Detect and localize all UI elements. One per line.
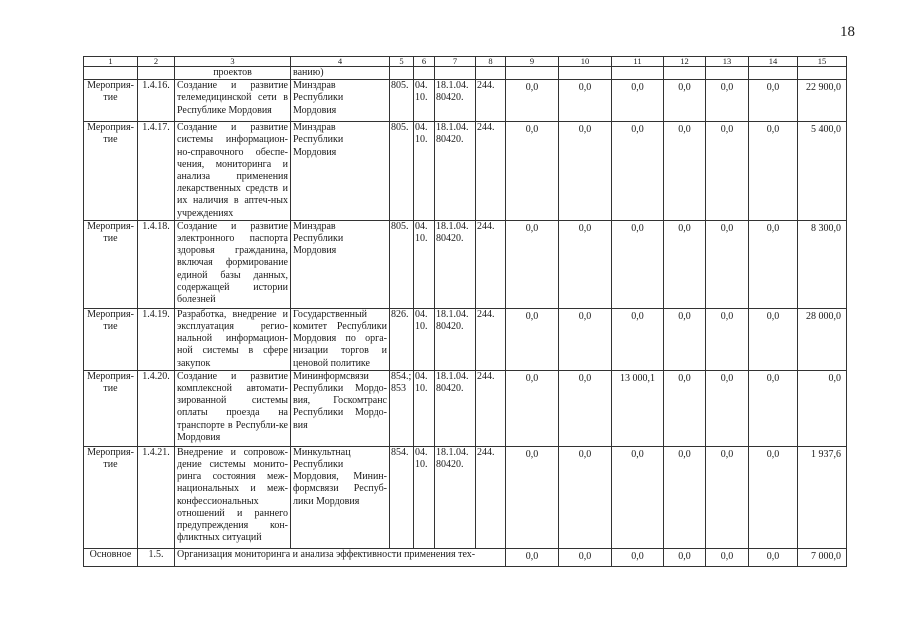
row-value: 0,0 [559,370,612,446]
row-csr: 18.1.04. 80420. [435,220,476,308]
table-row [84,80,847,122]
column-header: 13 [706,57,749,67]
row-value: 0,0 [706,308,749,370]
row-type: Мероприя-тие [84,220,138,308]
column-header: 14 [749,57,798,67]
table-row [84,122,847,221]
row-grbs: 805. [390,80,414,122]
row-value: 0,0 [664,548,706,566]
row-value: 0,0 [612,308,664,370]
row-value: 0,0 [506,220,559,308]
row-value: 0,0 [506,308,559,370]
column-header: 6 [414,57,435,67]
row-value: 0,0 [559,220,612,308]
row-name: Организация мониторинга и анализа эффективности применения тех- [175,548,506,566]
column-header: 4 [291,57,390,67]
row-rzpr: 04. 10. [414,220,435,308]
row-rzpr: 04. 10. [414,122,435,221]
row-value: 0,0 [559,446,612,548]
row-rzpr: 04. 10. [414,80,435,122]
row-vr: 244. [476,80,506,122]
row-value: 0,0 [506,370,559,446]
row-name: Создание и развитие системы информацион-но-справочного обеспе-чения, мониторинга и анализа применения лекарственных средств и их наличия в аптеч-ных учреждениях [175,122,291,221]
table-row [84,220,847,308]
column-header: 9 [506,57,559,67]
row-rzpr: 04. 10. [414,308,435,370]
row-executor: Мининформсвязи Республики Мордо-вия, Госкомтранс Республики Мордо-вия [291,370,390,446]
row-value: 0,0 [749,308,798,370]
row-name: Создание и развитие электронного паспорта здоровья гражданина, включая формирование единой базы данных, содержащей истории болезней [175,220,291,308]
row-value: 0,0 [706,370,749,446]
column-header: 12 [664,57,706,67]
row-vr: 244. [476,370,506,446]
row-name: Создание и развитие телемедицинской сети в Республике Мордовия [175,80,291,122]
row-value: 0,0 [612,80,664,122]
row-value: 0,0 [706,80,749,122]
row-executor: Минкультнац Республики Мордовия, Минин-формсвязи Респуб-лики Мордовия [291,446,390,548]
row-total: 28 000,0 [798,308,847,370]
row-value: 0,0 [664,80,706,122]
row-vr: 244. [476,220,506,308]
row-rzpr: 04. 10. [414,446,435,548]
row-csr: 18.1.04. 80420. [435,308,476,370]
row-value: 0,0 [559,80,612,122]
column-header: 7 [435,57,476,67]
row-number: 1.4.18. [138,220,175,308]
row-value: 0,0 [612,220,664,308]
table-row [84,446,847,548]
row-value: 0,0 [506,446,559,548]
row-value: 0,0 [664,308,706,370]
row-total: 0,0 [798,370,847,446]
row-total: 22 900,0 [798,80,847,122]
row-value: 0,0 [706,548,749,566]
column-header: 2 [138,57,175,67]
continuation-executor: ванию) [291,67,390,80]
row-value: 0,0 [612,446,664,548]
row-grbs: 826. [390,308,414,370]
column-header: 3 [175,57,291,67]
row-type: Мероприя-тие [84,446,138,548]
row-value: 0,0 [506,122,559,221]
row-name: Создание и развитие комплексной автомати-зированной системы оплаты проезда на транспорте в Республи-ке Мордовия [175,370,291,446]
row-number: 1.4.20. [138,370,175,446]
row-value: 0,0 [664,122,706,221]
row-value: 0,0 [749,446,798,548]
row-name: Внедрение и сопровож-дение системы монито-ринга состояния меж-национальных и меж-конфессиональных отношений и раннего предупреждения кон-фликтных ситуаций [175,446,291,548]
row-value: 0,0 [506,548,559,566]
table-row [84,370,847,446]
row-value: 0,0 [749,80,798,122]
continuation-name: проектов [175,67,291,80]
row-value: 0,0 [559,122,612,221]
row-value: 0,0 [706,220,749,308]
row-value: 0,0 [506,80,559,122]
row-value: 0,0 [706,446,749,548]
row-total: 7 000,0 [798,548,847,566]
row-grbs: 805. [390,220,414,308]
row-total: 8 300,0 [798,220,847,308]
column-number-row [84,57,847,67]
row-number: 1.4.21. [138,446,175,548]
continuation-row [84,67,847,80]
row-vr: 244. [476,308,506,370]
row-executor: Минздрав Республики Мордовия [291,220,390,308]
budget-table [83,56,847,567]
column-header: 5 [390,57,414,67]
row-rzpr: 04. 10. [414,370,435,446]
row-name: Разработка, внедрение и эксплуатация регио-нальной информацион-ной системы в сфере закупок [175,308,291,370]
row-value: 13 000,1 [612,370,664,446]
row-csr: 18.1.04. 80420. [435,446,476,548]
row-type: Мероприя-тие [84,370,138,446]
row-value: 0,0 [559,308,612,370]
row-value: 0,0 [612,548,664,566]
row-type: Мероприя-тие [84,80,138,122]
row-executor: Государственный комитет Республики Мордовия по орга-низации торгов и ценовой политике [291,308,390,370]
row-grbs: 854.; 853 [390,370,414,446]
column-header: 15 [798,57,847,67]
row-grbs: 805. [390,122,414,221]
row-value: 0,0 [664,220,706,308]
row-csr: 18.1.04. 80420. [435,80,476,122]
row-executor: Минздрав Республики Мордовия [291,80,390,122]
row-value: 0,0 [612,122,664,221]
row-value: 0,0 [749,548,798,566]
table-row-main [84,548,847,566]
column-header: 8 [476,57,506,67]
row-value: 0,0 [749,220,798,308]
row-value: 0,0 [749,370,798,446]
row-value: 0,0 [706,122,749,221]
column-header: 11 [612,57,664,67]
row-csr: 18.1.04. 80420. [435,122,476,221]
row-value: 0,0 [664,370,706,446]
row-vr: 244. [476,446,506,548]
column-header: 1 [84,57,138,67]
row-number: 1.5. [138,548,175,566]
row-type: Мероприя-тие [84,122,138,221]
row-number: 1.4.19. [138,308,175,370]
page-number: 18 [840,24,855,40]
row-number: 1.4.16. [138,80,175,122]
row-number: 1.4.17. [138,122,175,221]
row-grbs: 854. [390,446,414,548]
row-type: Мероприя-тие [84,308,138,370]
row-type: Основное [84,548,138,566]
column-header: 10 [559,57,612,67]
row-total: 5 400,0 [798,122,847,221]
row-value: 0,0 [664,446,706,548]
row-total: 1 937,6 [798,446,847,548]
row-csr: 18.1.04. 80420. [435,370,476,446]
row-executor: Минздрав Республики Мордовия [291,122,390,221]
row-value: 0,0 [559,548,612,566]
row-vr: 244. [476,122,506,221]
row-value: 0,0 [749,122,798,221]
table-row [84,308,847,370]
